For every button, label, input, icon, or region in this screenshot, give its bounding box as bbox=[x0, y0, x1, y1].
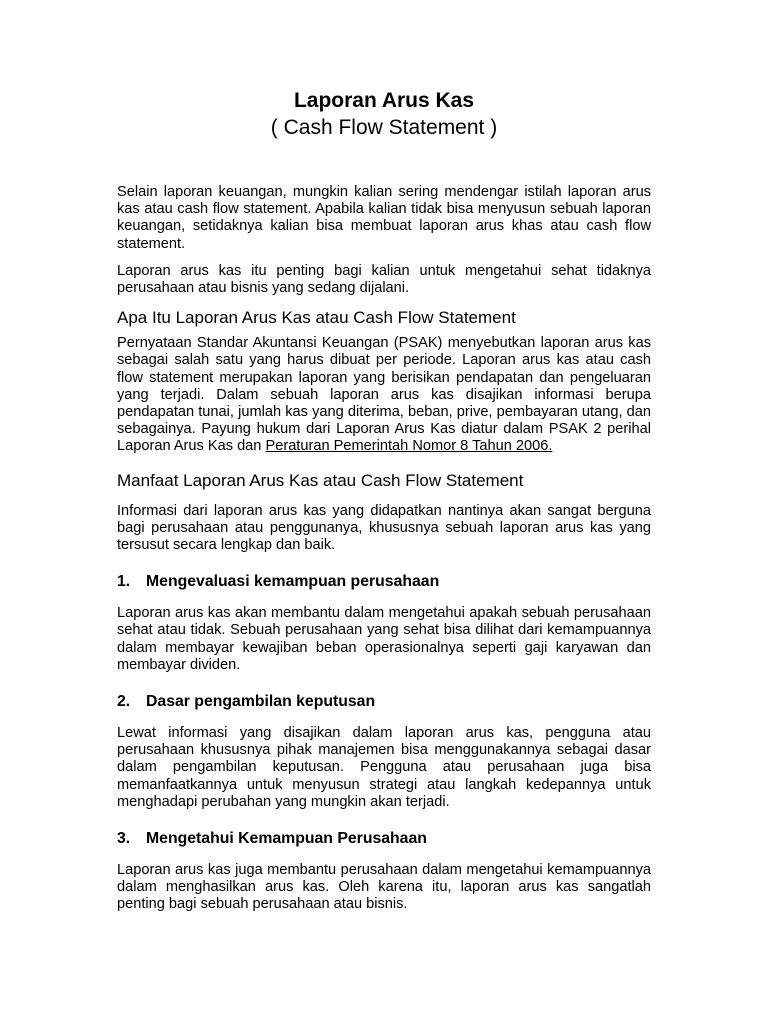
document-page bbox=[117, 88, 651, 914]
item-heading-2 bbox=[117, 692, 651, 711]
item-heading-3 bbox=[117, 829, 651, 848]
intro-paragraph-2: Laporan arus kas itu penting bagi kalian untuk mengetahui sehat tidaknya perusahaan atau bisnis yang sedang dijalani. bbox=[117, 262, 651, 297]
section-heading-manfaat: Manfaat Laporan Arus Kas atau Cash Flow Statement bbox=[117, 470, 524, 490]
document-title: Laporan Arus Kas bbox=[293, 89, 475, 112]
item-number: 2. bbox=[117, 693, 131, 711]
regulation-link[interactable]: Peraturan Pemerintah Nomor 8 Tahun 2006. bbox=[265, 438, 553, 455]
item-number: 1. bbox=[117, 573, 131, 591]
item-heading-text: Mengevaluasi kemampuan perusahaan bbox=[146, 573, 440, 591]
item-paragraph-3: Laporan arus kas juga membantu perusahaan dalam mengetahui kemampuannya dalam menghasilkan arus kas. Oleh karena itu, laporan arus kas sangatlah penting bagi sebuah perusahaan atau bisnis. bbox=[117, 862, 651, 913]
item-heading-1 bbox=[117, 572, 651, 591]
section-apa-itu-text: Pernyataan Standar Akuntansi Keuangan (PSAK) menyebutkan laporan arus kas sebagai salah satu yang harus dibuat per periode. Laporan arus kas atau cash flow statement merupakan laporan yang berisikan pendapatan dan pengeluaran yang terjadi. Dalam sebuah laporan arus kas disajikan informasi berupa pendapatan tunai, jumlah kas yang diterima, beban, prive, pembayaran utang, dan sebagainya. Payung hukum dari Laporan Arus Kas diatur dalam PSAK 2 perihal Laporan Arus Kas dan bbox=[117, 335, 651, 455]
section-apa-itu-paragraph bbox=[117, 335, 651, 455]
item-heading-text: Dasar pengambilan keputusan bbox=[146, 693, 376, 711]
item-paragraph-2: Lewat informasi yang disajikan dalam laporan arus kas, pengguna atau perusahaan khususnya pihak manajemen bisa menggunakannya sebagai dasar dalam pengambilan keputusan. Pengguna atau perusahaan juga bisa memanfaatkannya untuk menyusun strategi atau langkah kedepannya untuk menghadapi perubahan yang mungkin akan terjadi. bbox=[117, 725, 651, 810]
item-paragraph-1: Laporan arus kas akan membantu dalam mengetahui apakah sebuah perusahaan sehat atau tidak. Sebuah perusahaan yang sehat bisa dilihat dari kemampuannya dalam membayar kewajiban beban operasionalnya seperti gaji karyawan dan membayar dividen. bbox=[117, 605, 651, 673]
item-number: 3. bbox=[117, 830, 131, 848]
document-subtitle: ( Cash Flow Statement ) bbox=[270, 116, 498, 139]
item-heading-text: Mengetahui Kemampuan Perusahaan bbox=[146, 830, 427, 848]
intro-paragraph-1: Selain laporan keuangan, mungkin kalian sering mendengar istilah laporan arus kas atau cash flow statement. Apabila kalian tidak bisa menyusun sebuah laporan keuangan, setidaknya kalian bisa membuat laporan arus khas atau cash flow statement. bbox=[117, 184, 651, 252]
section-heading-apa-itu: Apa Itu Laporan Arus Kas atau Cash Flow Statement bbox=[117, 308, 516, 328]
section-manfaat-paragraph: Informasi dari laporan arus kas yang didapatkan nantinya akan sangat berguna bagi perusahaan atau penggunanya, khususnya sebuah laporan arus kas yang tersusut secara lengkap dan baik. bbox=[117, 502, 651, 554]
